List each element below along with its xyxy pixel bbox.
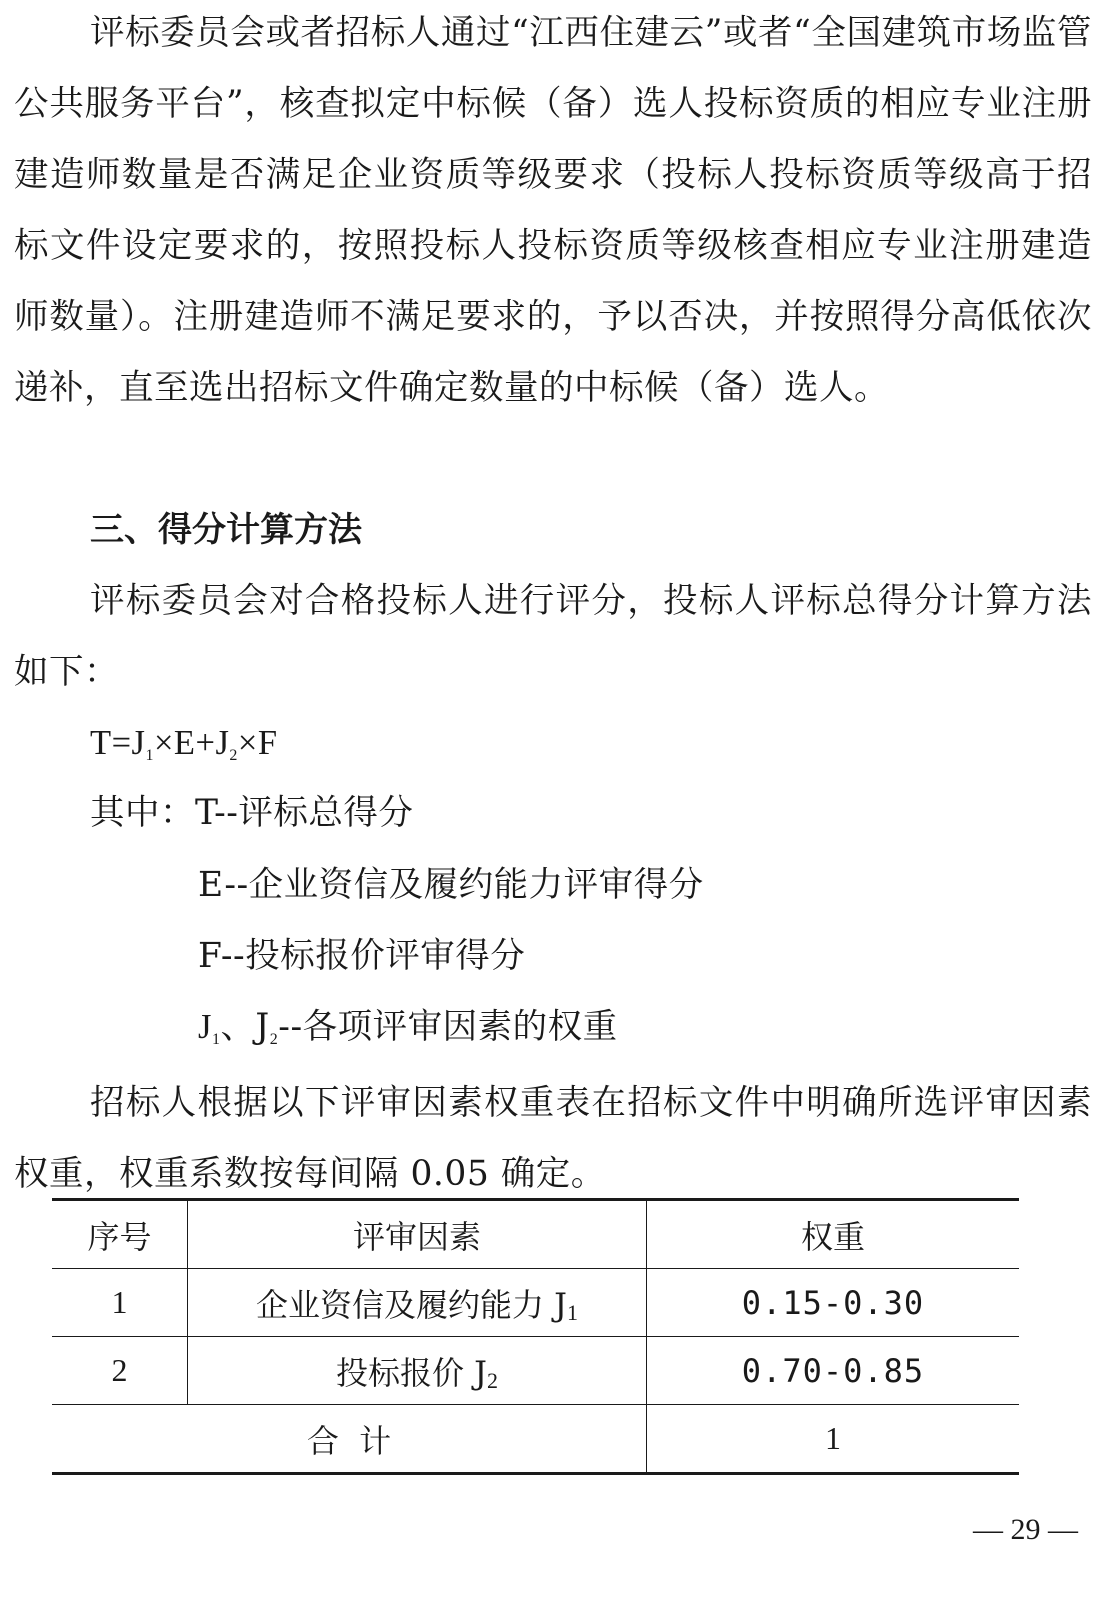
page-number: — 29 —: [973, 1513, 1078, 1546]
row-factor-subscript: 1: [567, 1299, 578, 1325]
row-factor-label: 投标报价 J: [335, 1353, 487, 1392]
table-row: [52, 1269, 1019, 1337]
definition-j: [198, 1002, 618, 1065]
section-heading-scoring-method: 三、得分计算方法: [90, 510, 362, 550]
weight-table: [52, 1198, 1019, 1475]
formula-end: ×F: [237, 724, 278, 762]
row-factor: [188, 1337, 647, 1405]
scoring-formula: [90, 718, 278, 781]
table-header-row: [52, 1200, 1019, 1269]
row-weight: 0.15-0.30: [647, 1269, 1020, 1337]
formula-mid: ×E+J: [153, 724, 230, 762]
table-row: [52, 1337, 1019, 1405]
definition-j-subscript-1: 1: [211, 1031, 221, 1048]
definition-j-mid: 、J: [220, 1007, 270, 1047]
formula-subscript-1: 1: [145, 747, 154, 764]
paragraph-weight-rules: 招标人根据以下评审因素权重表在招标文件中明确所选评审因素权重，权重系数按每间隔 0.05 确定。: [14, 1083, 1092, 1194]
table-total-row: [52, 1405, 1019, 1474]
definition-t: 其中：T--评标总得分: [90, 793, 414, 833]
header-index: 序号: [52, 1200, 188, 1269]
paragraph-scoring-intro: 评标委员会对合格投标人进行评分，投标人评标总得分计算方法如下：: [14, 581, 1092, 692]
row-factor-subscript: 2: [487, 1367, 498, 1393]
row-factor: [188, 1269, 647, 1337]
definition-e: E--企业资信及履约能力评审得分: [198, 865, 704, 905]
row-index: 2: [52, 1337, 188, 1405]
definition-j-rest: --各项评审因素的权重: [278, 1007, 618, 1047]
total-value: 1: [647, 1405, 1020, 1474]
definition-j-prefix: J: [198, 1008, 212, 1046]
row-index: 1: [52, 1269, 188, 1337]
row-weight: 0.70-0.85: [647, 1337, 1020, 1405]
definition-f: F--投标报价评审得分: [198, 936, 526, 976]
definition-j-subscript-2: 2: [269, 1031, 279, 1048]
header-factor: 评审因素: [188, 1200, 647, 1269]
formula-t-part: T=J: [90, 724, 146, 762]
header-weight: 权重: [647, 1200, 1020, 1269]
paragraph-qualification-check: 评标委员会或者招标人通过“江西住建云”或者“全国建筑市场监管公共服务平台”，核查拟定中标候（备）选人投标资质的相应专业注册建造师数量是否满足企业资质等级要求（投标人投标资质等级高于招标文件设定要求的，按照投标人投标资质等级核查相应专业注册建造师数量）。注册建造师不满足要求的，予以否决，并按照得分高低依次递补，直至选出招标文件确定数量的中标候（备）选人。: [14, 13, 1092, 408]
total-label: 合 计: [52, 1405, 647, 1474]
row-factor-label: 企业资信及履约能力 J: [255, 1285, 567, 1324]
formula-subscript-2: 2: [229, 747, 238, 764]
